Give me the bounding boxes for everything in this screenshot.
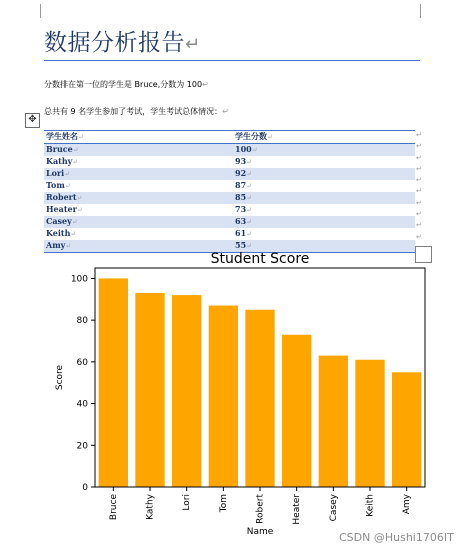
bar-casey [319,356,348,487]
row-end-mark-icon: ↵ [416,176,422,185]
document-title [44,24,201,57]
cell-student-score: 93↵ [235,156,253,166]
x-axis-label: Name [246,527,274,537]
x-tick-label: Kathy [145,494,156,520]
bar-keith [355,360,384,487]
paragraph-text: 总共有 9 名学生参加了考试，学生考试总体情况： [44,107,223,116]
cell-student-name: Bruce↵ [44,144,233,157]
score-table [44,130,415,253]
row-end-mark-icon: ↵ [416,221,422,230]
paragraph-mark-icon: ↵ [202,80,209,89]
paragraph-text: 分数排在第一位的学生是 Bruce,分数为 100 [44,80,203,89]
row-end-mark-icon: ↵ [416,210,422,219]
cell-student-name: Robert↵ [44,192,233,204]
table-row [44,228,415,240]
x-tick-label: Heater [292,494,303,525]
table-row [44,204,415,216]
row-end-mark-icon: ↵ [416,232,422,241]
title-text: 数据分析报告 [44,30,185,56]
student-score-chart [40,248,432,538]
y-tick-label: 100 [70,274,88,285]
y-axis-label: Score [55,364,65,391]
table-row [44,156,415,168]
cell-student-score: 61↵ [235,228,253,238]
y-tick-label: 80 [76,316,88,327]
cell-student-score: 73↵ [235,204,253,214]
row-end-mark-icon: ↵ [416,164,422,173]
row-end-marks [416,130,422,243]
header-student-name: 学生姓名↵ [44,131,233,144]
watermark: CSDN @Hushi1706IT [339,531,454,544]
bar-tom [209,306,238,487]
row-end-mark-icon: ↵ [416,198,422,207]
cell-student-name: Lori↵ [44,168,233,180]
cell-student-score: 92↵ [233,168,415,180]
paragraph-mark-icon: ↵ [185,34,201,55]
crop-mark-right [420,4,431,18]
cell-student-score: 55↵ [233,240,415,253]
cell-student-name: Casey↵ [44,216,233,228]
cell-student-score: 87↵ [235,180,253,190]
cell-student-score: 63↵ [233,216,415,228]
x-tick-label: Casey [328,494,339,522]
cell-student-name: Keith↵ [46,228,77,238]
bar-lori [172,295,201,487]
x-tick-label: Lori [182,494,193,511]
title-underline [44,60,420,61]
x-tick-label: Amy [402,494,413,515]
bar-kathy [135,293,164,487]
bar-heater [282,335,311,487]
cell-student-name: Tom↵ [46,180,71,190]
cell-student-name: Amy↵ [44,240,233,253]
row-end-mark-icon: ↵ [416,187,422,196]
table-move-handle-icon[interactable]: ✥ [25,113,40,128]
row-end-mark-icon: ↵ [416,153,422,162]
y-tick-label: 20 [76,441,88,452]
chart-title: Student Score [210,251,310,267]
table-row [44,192,415,204]
header-student-score: 学生分数↵ [233,131,415,144]
table-row [44,216,415,228]
x-tick-label: Robert [255,494,266,524]
x-tick-label: Keith [365,494,376,517]
y-tick-label: 40 [76,399,88,410]
row-end-mark-icon: ↵ [416,131,422,139]
y-tick-label: 0 [82,483,88,493]
paragraph-mark-icon: ↵ [222,107,229,116]
table-row [44,168,415,180]
paragraph-summary [44,106,229,117]
table-row [44,144,415,157]
table-header-row [44,131,415,144]
cell-student-score: 85↵ [233,192,415,204]
cell-student-score: 100↵ [233,144,415,157]
cell-student-name: Heater↵ [46,204,83,214]
table-row [44,180,415,192]
x-tick-label: Bruce [108,494,119,521]
cell-student-name: Kathy↵ [46,156,79,166]
bar-amy [392,372,421,487]
x-tick-label: Tom [218,494,229,513]
paragraph-top-student [44,79,209,90]
bar-bruce [99,278,128,487]
row-end-mark-icon: ↵ [416,142,422,151]
y-tick-label: 60 [76,357,88,368]
crop-mark-left [30,4,41,18]
bar-robert [245,310,274,487]
